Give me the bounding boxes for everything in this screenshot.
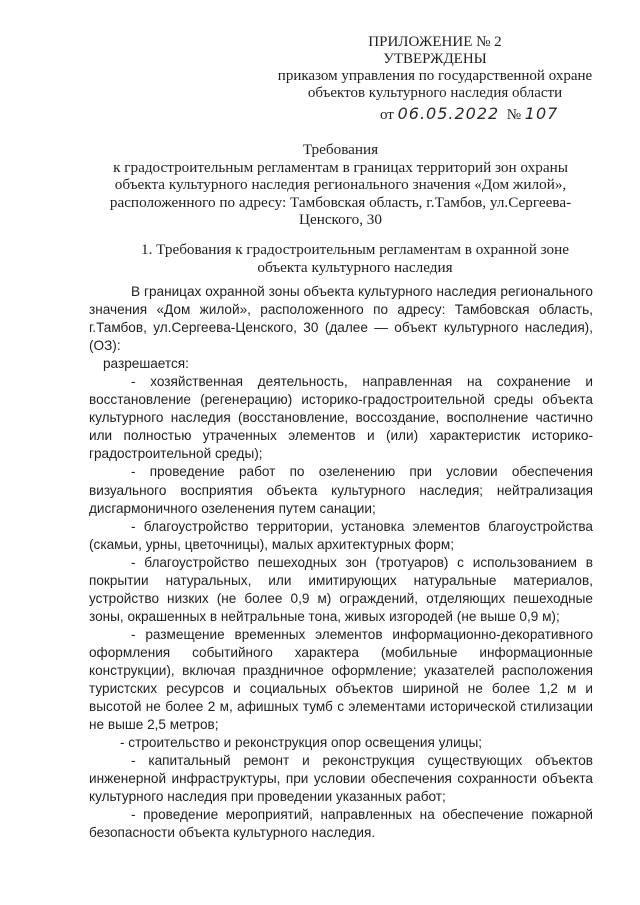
list-item: - проведение работ по озеленению при условии обеспечения визуального восприятия объекта культурного наследия; нейтрализация дисгармоничного озеленения путем санации; — [89, 464, 593, 516]
appendix-number: ПРИЛОЖЕНИЕ № 2 — [368, 34, 502, 50]
intro-paragraph: В границах охранной зоны объекта культурного наследия регионального значения «Дом жилой», расположенного по адресу: Тамбовская область, г.Тамбов, ул.Сергеева-Ценского, 30 (далее — объект культурного наследия), (ОЗ): — [89, 284, 593, 354]
list-item: - благоустройство пешеходных зон (тротуаров) с использованием в покрытии натуральных, или имитирующих натуральные материалов, устройство низких (не более 0,9 м) ограждений, отделяющих пешеходные зоны, окрашенных в нейтральные тона, живых изгородей (не выше 0,9 м); — [89, 554, 593, 624]
approved-label: УТВЕРЖДЕНЫ — [383, 51, 487, 67]
section-heading-line-1: 1. Требования к градостроительным регламентам в охранной зоне — [140, 241, 570, 258]
list-item: - благоустройство территории, установка элементов благоустройства (скамьи, урны, цветочницы), малых архитектурных форм; — [89, 518, 593, 552]
section-heading-line-2: объекта культурного наследия — [257, 258, 453, 276]
title-line-2: объекта культурного наследия регионального значения «Дом жилой», — [114, 176, 567, 194]
list-item: - хозяйственная деятельность, направленная на сохранение и восстановление (регенерацию) историко-градостроительной среды объекта культурного наследия (восстановление, воссоздание, восполнение частично или полностью утраченных элементов и (или) характеристик историко-градостроительной среды); — [89, 374, 593, 462]
order-line-2: объектов культурного наследия области — [307, 85, 563, 101]
list-item: - строительство и реконструкция опор освещения улицы; — [120, 735, 483, 751]
date-prefix: от — [380, 107, 394, 123]
section-heading — [140, 241, 570, 276]
list-item: - проведение мероприятий, направленных на обеспечение пожарной безопасности объекта культурного наследия. — [89, 807, 593, 841]
list-item: - капитальный ремонт и реконструкция существующих объектов инженерной инфраструктуры, при условии обеспечения сохранности объекта культурного наследия при проведении указанных работ; — [89, 753, 593, 805]
handwritten-date: 06.05.2022 — [397, 104, 500, 123]
title-line-4: Ценского, 30 — [298, 211, 382, 229]
document-title — [88, 141, 593, 229]
document-body — [89, 283, 593, 842]
approval-header — [270, 34, 600, 102]
number-prefix: № — [506, 107, 522, 123]
title-line-3: расположенного по адресу: Тамбовская область, г.Тамбов, ул.Сергеева- — [109, 193, 572, 211]
allowed-label: разрешается: — [103, 356, 189, 372]
title-line-1: к градостроительным регламентам в границах территорий зон охраны — [113, 158, 568, 176]
order-date-number — [380, 104, 558, 124]
title-heading: Требования — [302, 141, 379, 158]
handwritten-number: 107 — [524, 104, 559, 123]
order-line-1: приказом управления по государственной охране — [277, 68, 593, 84]
list-item: - размещение временных элементов информационно-декоративного оформления событийного характера (мобильные информационные конструкции), включая праздничное оформление; указателей расположения туристских ресурсов и социальных объектов шириной не более 1,2 м и высотой не более 2 м, афишных тумб с элементами исторической стилизации не выше 2,5 метров; — [89, 626, 593, 733]
